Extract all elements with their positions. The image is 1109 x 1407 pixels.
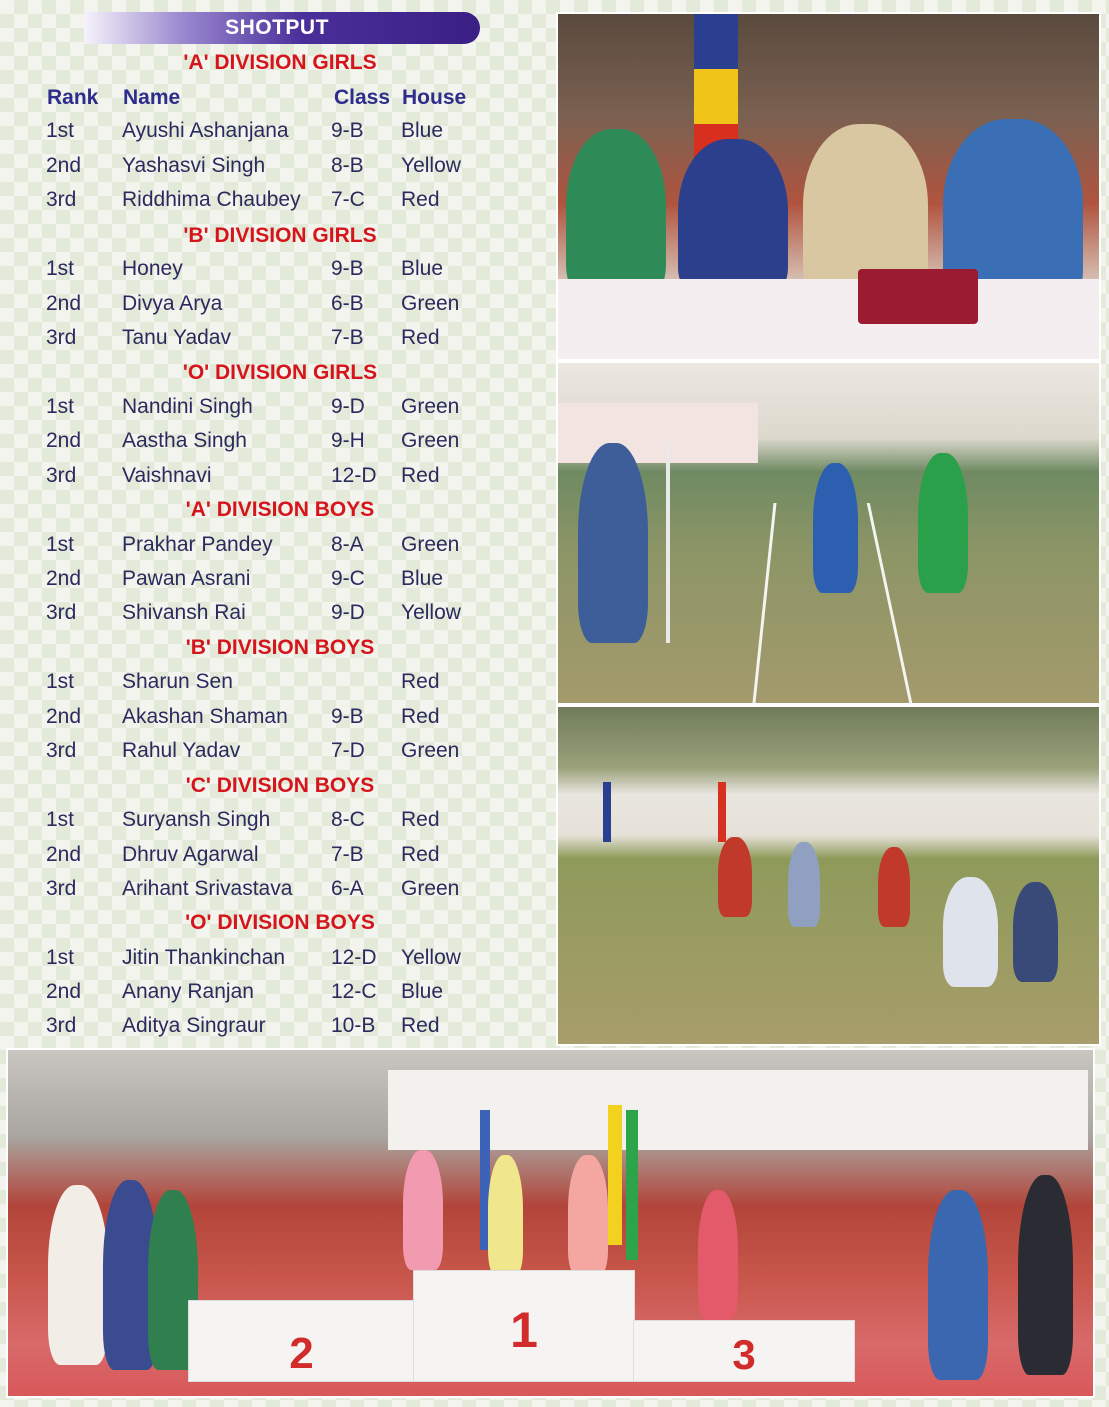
table-row bbox=[0, 292, 552, 322]
table-row bbox=[0, 119, 552, 149]
rank-cell: 3rd bbox=[46, 326, 77, 349]
house-cell: Green bbox=[401, 429, 460, 452]
name-cell: Prakhar Pandey bbox=[122, 533, 273, 556]
rank-cell: 2nd bbox=[46, 705, 82, 728]
house-cell: Green bbox=[401, 533, 460, 556]
header-rank: Rank bbox=[47, 86, 99, 109]
table-row bbox=[0, 877, 552, 907]
results-panel bbox=[0, 0, 552, 1045]
table-row bbox=[0, 670, 552, 700]
division-title: 'O' DIVISION GIRLS bbox=[182, 361, 378, 384]
name-cell: Aastha Singh bbox=[122, 429, 247, 452]
house-cell: Blue bbox=[401, 567, 444, 590]
name-cell: Anany Ranjan bbox=[122, 980, 254, 1003]
name-cell: Suryansh Singh bbox=[122, 808, 271, 831]
rank-cell: 2nd bbox=[46, 429, 82, 452]
table-row bbox=[0, 533, 552, 563]
table-row bbox=[0, 395, 552, 425]
podium-label-first: 1 bbox=[510, 1302, 538, 1358]
house-cell: Blue bbox=[401, 257, 444, 280]
rank-cell: 1st bbox=[46, 395, 75, 418]
photo-officials-at-table bbox=[556, 12, 1101, 361]
name-cell: Tanu Yadav bbox=[122, 326, 231, 349]
class-cell: 7-B bbox=[331, 843, 364, 866]
class-cell: 7-C bbox=[331, 188, 365, 211]
rank-cell: 3rd bbox=[46, 877, 77, 900]
house-cell: Yellow bbox=[401, 154, 461, 177]
header-name: Name bbox=[123, 86, 181, 109]
name-cell: Vaishnavi bbox=[122, 464, 212, 487]
table-row bbox=[0, 326, 552, 356]
event-title: SHOTPUT bbox=[225, 16, 329, 39]
rank-cell: 2nd bbox=[46, 154, 82, 177]
rank-cell: 3rd bbox=[46, 739, 77, 762]
class-cell: 10-B bbox=[331, 1014, 376, 1037]
rank-cell: 2nd bbox=[46, 980, 82, 1003]
table-row bbox=[0, 429, 552, 459]
podium-label-second: 2 bbox=[289, 1329, 314, 1378]
name-cell: Akashan Shaman bbox=[122, 705, 288, 728]
class-cell: 9-B bbox=[331, 119, 364, 142]
class-cell: 9-C bbox=[331, 567, 365, 590]
class-cell: 12-C bbox=[331, 980, 377, 1003]
house-cell: Green bbox=[401, 739, 460, 762]
table-row bbox=[0, 188, 552, 218]
class-cell: 7-D bbox=[331, 739, 365, 762]
name-cell: Honey bbox=[122, 257, 183, 280]
rank-cell: 2nd bbox=[46, 292, 82, 315]
rank-cell: 2nd bbox=[46, 843, 82, 866]
house-cell: Yellow bbox=[401, 946, 461, 969]
class-cell: 9-B bbox=[331, 705, 364, 728]
division-title: 'C' DIVISION BOYS bbox=[185, 774, 375, 797]
podium-third bbox=[633, 1320, 855, 1382]
photo-running-race bbox=[556, 361, 1101, 705]
house-cell: Red bbox=[401, 188, 440, 211]
class-cell: 9-H bbox=[331, 429, 365, 452]
photo-prize-podium bbox=[6, 1048, 1095, 1398]
table-row bbox=[0, 739, 552, 769]
house-cell: Green bbox=[401, 292, 460, 315]
header-class: Class bbox=[334, 86, 391, 109]
house-cell: Red bbox=[401, 843, 440, 866]
table-row bbox=[0, 257, 552, 287]
house-cell: Green bbox=[401, 395, 460, 418]
house-cell: Red bbox=[401, 705, 440, 728]
table-row bbox=[0, 1014, 552, 1044]
class-cell: 6-A bbox=[331, 877, 364, 900]
name-cell: Shivansh Rai bbox=[122, 601, 246, 624]
table-row bbox=[0, 154, 552, 184]
table-row bbox=[0, 705, 552, 735]
table-row bbox=[0, 808, 552, 838]
table-row bbox=[0, 567, 552, 597]
class-cell: 8-A bbox=[331, 533, 364, 556]
class-cell: 9-B bbox=[331, 257, 364, 280]
class-cell: 8-B bbox=[331, 154, 364, 177]
house-cell: Red bbox=[401, 326, 440, 349]
division-title: 'A' DIVISION GIRLS bbox=[183, 51, 377, 74]
house-cell: Red bbox=[401, 670, 440, 693]
division-title: 'B' DIVISION BOYS bbox=[185, 636, 375, 659]
name-cell: Riddhima Chaubey bbox=[122, 188, 301, 211]
house-cell: Blue bbox=[401, 980, 444, 1003]
house-cell: Red bbox=[401, 1014, 440, 1037]
name-cell: Pawan Asrani bbox=[122, 567, 251, 590]
name-cell: Jitin Thankinchan bbox=[122, 946, 286, 969]
photo-children-hockey bbox=[556, 705, 1101, 1046]
house-cell: Red bbox=[401, 808, 440, 831]
name-cell: Nandini Singh bbox=[122, 395, 253, 418]
house-cell: Yellow bbox=[401, 601, 461, 624]
class-cell: 12-D bbox=[331, 946, 377, 969]
class-cell: 9-D bbox=[331, 395, 365, 418]
table-row bbox=[0, 464, 552, 494]
table-row bbox=[0, 980, 552, 1010]
name-cell: Ayushi Ashanjana bbox=[122, 119, 289, 142]
division-title: 'A' DIVISION BOYS bbox=[185, 498, 375, 521]
class-cell: 8-C bbox=[331, 808, 365, 831]
name-cell: Arihant Srivastava bbox=[122, 877, 293, 900]
house-cell: Red bbox=[401, 464, 440, 487]
name-cell: Yashasvi Singh bbox=[122, 154, 266, 177]
header-house: House bbox=[402, 86, 467, 109]
table-row bbox=[0, 946, 552, 976]
rank-cell: 3rd bbox=[46, 188, 77, 211]
class-cell: 12-D bbox=[331, 464, 377, 487]
class-cell: 9-D bbox=[331, 601, 365, 624]
name-cell: Divya Arya bbox=[122, 292, 223, 315]
rank-cell: 1st bbox=[46, 670, 75, 693]
rank-cell: 1st bbox=[46, 257, 75, 280]
name-cell: Sharun Sen bbox=[122, 670, 233, 693]
rank-cell: 1st bbox=[46, 533, 75, 556]
house-cell: Green bbox=[401, 877, 460, 900]
podium-label-third: 3 bbox=[732, 1331, 756, 1378]
rank-cell: 3rd bbox=[46, 601, 77, 624]
rank-cell: 1st bbox=[46, 808, 75, 831]
division-title: 'B' DIVISION GIRLS bbox=[183, 224, 377, 247]
name-cell: Aditya Singraur bbox=[122, 1014, 266, 1037]
class-cell: 7-B bbox=[331, 326, 364, 349]
rank-cell: 1st bbox=[46, 946, 75, 969]
podium-second bbox=[188, 1300, 415, 1382]
name-cell: Rahul Yadav bbox=[122, 739, 241, 762]
division-title: 'O' DIVISION BOYS bbox=[185, 911, 375, 934]
rank-cell: 3rd bbox=[46, 464, 77, 487]
class-cell: 6-B bbox=[331, 292, 364, 315]
house-cell: Blue bbox=[401, 119, 444, 142]
event-title-banner bbox=[84, 12, 480, 44]
name-cell: Dhruv Agarwal bbox=[122, 843, 259, 866]
rank-cell: 3rd bbox=[46, 1014, 77, 1037]
table-row bbox=[0, 843, 552, 873]
podium-first bbox=[413, 1270, 635, 1382]
rank-cell: 1st bbox=[46, 119, 75, 142]
rank-cell: 2nd bbox=[46, 567, 82, 590]
table-row bbox=[0, 601, 552, 631]
